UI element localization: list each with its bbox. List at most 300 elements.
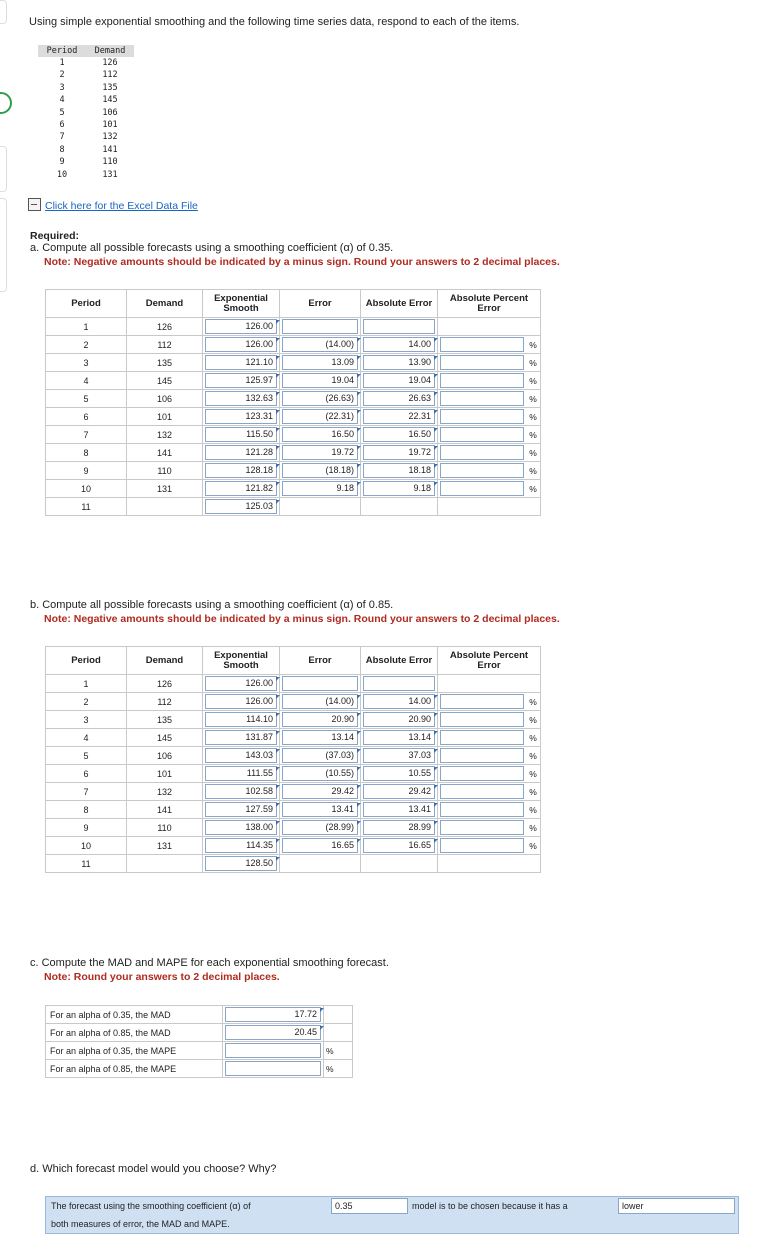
period-cell: 8 — [46, 801, 127, 819]
table-row — [46, 1024, 353, 1042]
period-cell: 5 — [46, 747, 127, 765]
demand-cell: 101 — [127, 765, 203, 783]
demand-cell: 132 — [127, 426, 203, 444]
absolute-error-input — [363, 856, 435, 871]
absolute-error-cell — [361, 336, 438, 354]
absolute-error-cell — [361, 498, 438, 516]
smooth-cell — [203, 675, 280, 693]
error-cell — [280, 711, 361, 729]
error-input[interactable]: (14.00) — [282, 337, 358, 352]
period-cell: 7 — [46, 426, 127, 444]
period-cell: 3 — [46, 354, 127, 372]
error-input[interactable]: (18.18) — [282, 463, 358, 478]
smooth-input[interactable]: 132.63 — [205, 391, 277, 406]
smooth-input[interactable]: 126.00 — [205, 319, 277, 334]
period-cell: 9 — [59, 157, 65, 168]
absolute-percent-error-cell — [438, 693, 541, 711]
smooth-input[interactable]: 138.00 — [205, 820, 277, 835]
error-input[interactable]: 16.50 — [282, 427, 358, 442]
absolute-percent-error-cell — [438, 444, 541, 462]
absolute-percent-error-cell — [438, 747, 541, 765]
table-row — [46, 390, 541, 408]
column-header-absolute-percent-error: Absolute Percent Error — [438, 290, 541, 318]
absolute-percent-error-input[interactable] — [440, 694, 524, 709]
measure-value-input[interactable] — [225, 1043, 321, 1058]
intro-text: Using simple exponential smoothing and the following time series data, respond to each of the items. — [29, 16, 520, 28]
error-cell — [280, 480, 361, 498]
demand-cell: 132 — [127, 783, 203, 801]
absolute-percent-error-cell — [438, 675, 541, 693]
percent-sign: % — [529, 804, 537, 815]
smooth-cell — [203, 783, 280, 801]
smooth-cell — [203, 354, 280, 372]
part-a-question: a. Compute all possible forecasts using a smoothing coefficient (α) of 0.35. — [30, 242, 394, 254]
demand-cell: 131 — [102, 169, 118, 180]
demand-cell: 145 — [127, 372, 203, 390]
error-cell — [280, 498, 361, 516]
percent-sign: % — [529, 393, 537, 404]
period-cell: 1 — [59, 58, 65, 68]
measure-label: For an alpha of 0.85, the MAD — [46, 1024, 223, 1042]
error-input[interactable]: 20.90 — [282, 712, 358, 727]
excel-data-link[interactable] — [28, 198, 198, 212]
absolute-percent-error-cell — [438, 390, 541, 408]
absolute-percent-error-input — [440, 319, 538, 334]
smooth-cell — [203, 747, 280, 765]
smooth-cell — [203, 336, 280, 354]
demand-cell: 135 — [127, 711, 203, 729]
absolute-percent-error-input — [440, 856, 538, 871]
absolute-percent-error-input[interactable] — [440, 391, 524, 406]
smooth-input[interactable]: 123.31 — [205, 409, 277, 424]
table-row — [46, 318, 541, 336]
absolute-percent-error-input[interactable] — [440, 748, 524, 763]
absolute-error-input[interactable]: 19.04 — [363, 373, 435, 388]
demand-cell: 126 — [127, 318, 203, 336]
percent-sign: % — [529, 447, 537, 458]
period-cell: 10 — [46, 837, 127, 855]
absolute-error-cell — [361, 729, 438, 747]
period-cell: 6 — [46, 408, 127, 426]
table-row — [38, 107, 134, 119]
percent-sign: % — [529, 429, 537, 440]
error-input[interactable]: 13.09 — [282, 355, 358, 370]
absolute-error-cell — [361, 480, 438, 498]
demand-cell: 101 — [127, 408, 203, 426]
error-input[interactable] — [282, 676, 358, 691]
percent-sign: % — [529, 465, 537, 476]
smooth-input[interactable]: 126.00 — [205, 337, 277, 352]
measure-label: For an alpha of 0.85, the MAPE — [46, 1060, 223, 1078]
error-cell — [280, 372, 361, 390]
error-input[interactable]: (22.31) — [282, 409, 358, 424]
period-cell: 4 — [46, 372, 127, 390]
absolute-error-input[interactable]: 19.72 — [363, 445, 435, 460]
error-input[interactable]: 29.42 — [282, 784, 358, 799]
absolute-percent-error-cell — [438, 480, 541, 498]
measure-value-input[interactable]: 17.72 — [225, 1007, 321, 1022]
absolute-percent-error-cell — [438, 462, 541, 480]
period-cell: 1 — [46, 318, 127, 336]
smooth-input[interactable]: 128.18 — [205, 463, 277, 478]
absolute-percent-error-cell — [438, 729, 541, 747]
table-row — [46, 801, 541, 819]
period-cell: 5 — [59, 107, 65, 118]
absolute-percent-error-input[interactable] — [440, 445, 524, 460]
absolute-percent-error-input[interactable] — [440, 730, 524, 745]
smooth-cell — [203, 729, 280, 747]
absolute-error-input[interactable] — [363, 319, 435, 334]
absolute-error-input[interactable]: 13.90 — [363, 355, 435, 370]
period-cell: 2 — [59, 70, 65, 81]
smooth-cell — [203, 765, 280, 783]
error-cell — [280, 462, 361, 480]
absolute-error-input[interactable]: 22.31 — [363, 409, 435, 424]
smooth-cell — [203, 444, 280, 462]
column-header-demand: Demand — [127, 647, 203, 675]
measure-value-cell — [223, 1060, 324, 1078]
demand-cell: 101 — [102, 120, 118, 131]
error-input[interactable] — [282, 319, 358, 334]
percent-sign: % — [529, 483, 537, 494]
absolute-error-input[interactable]: 14.00 — [363, 337, 435, 352]
percent-sign: % — [529, 411, 537, 422]
period-cell: 10 — [46, 480, 127, 498]
table-row — [46, 783, 541, 801]
alpha-select[interactable] — [331, 1198, 408, 1214]
table-row — [46, 855, 541, 873]
error-input — [282, 856, 358, 871]
smooth-cell — [203, 819, 280, 837]
measure-value-cell — [223, 1006, 324, 1024]
table-row — [46, 693, 541, 711]
column-header-error: Error — [280, 290, 361, 318]
absolute-percent-error-input[interactable] — [440, 820, 524, 835]
error-cell — [280, 819, 361, 837]
absolute-error-cell — [361, 711, 438, 729]
part-a-table — [45, 289, 541, 516]
demand-cell: 112 — [127, 693, 203, 711]
absolute-error-cell — [361, 426, 438, 444]
demand-cell: 141 — [127, 801, 203, 819]
part-d-text-1: The forecast using the smoothing coefficient (α) of — [51, 1201, 251, 1211]
absolute-error-cell — [361, 372, 438, 390]
absolute-error-cell — [361, 444, 438, 462]
period-cell: 10 — [56, 169, 68, 180]
absolute-error-cell — [361, 390, 438, 408]
smooth-input[interactable]: 125.03 — [205, 499, 277, 514]
table-row — [46, 498, 541, 516]
smooth-input[interactable]: 121.10 — [205, 355, 277, 370]
absolute-percent-error-input[interactable] — [440, 409, 524, 424]
error-input[interactable]: 9.18 — [282, 481, 358, 496]
error-input[interactable]: 19.72 — [282, 445, 358, 460]
error-cell — [280, 693, 361, 711]
left-edge-tab — [0, 146, 7, 192]
smooth-input[interactable]: 114.10 — [205, 712, 277, 727]
absolute-percent-error-cell — [438, 783, 541, 801]
part-b-note: Note: Negative amounts should be indicated by a minus sign. Round your answers to 2 decimal places. — [44, 613, 560, 625]
error-input[interactable]: (26.63) — [282, 391, 358, 406]
smooth-cell — [203, 462, 280, 480]
comparison-select[interactable] — [618, 1198, 735, 1214]
part-c-table — [45, 1005, 353, 1078]
demand-cell — [127, 498, 203, 516]
demand-cell: 112 — [102, 70, 118, 81]
period-cell: 4 — [46, 729, 127, 747]
table-row — [46, 444, 541, 462]
table-row — [46, 711, 541, 729]
error-input[interactable]: (28.99) — [282, 820, 358, 835]
percent-sign: % — [529, 357, 537, 368]
table-row — [46, 1042, 353, 1060]
demand-cell: 141 — [102, 144, 118, 155]
error-input[interactable]: (37.03) — [282, 748, 358, 763]
part-a-note: Note: Negative amounts should be indicated by a minus sign. Round your answers to 2 decimal places. — [44, 256, 560, 268]
absolute-percent-error-input[interactable] — [440, 373, 524, 388]
error-input[interactable]: 19.04 — [282, 373, 358, 388]
period-cell: 4 — [59, 95, 65, 106]
absolute-percent-error-cell — [438, 354, 541, 372]
table-row — [38, 131, 134, 143]
table-row — [46, 765, 541, 783]
alpha-select-value: 0.35 — [335, 1201, 353, 1211]
demand-cell: 145 — [102, 95, 118, 106]
percent-sign: % — [529, 714, 537, 725]
smooth-input[interactable]: 114.35 — [205, 838, 277, 853]
absolute-error-input[interactable]: 16.65 — [363, 838, 435, 853]
measure-value-input[interactable]: 20.45 — [225, 1025, 321, 1040]
absolute-error-cell — [361, 675, 438, 693]
error-cell — [280, 336, 361, 354]
absolute-percent-error-cell — [438, 408, 541, 426]
table-row — [46, 747, 541, 765]
error-input[interactable]: 13.14 — [282, 730, 358, 745]
absolute-error-cell — [361, 462, 438, 480]
error-cell — [280, 318, 361, 336]
smooth-cell — [203, 693, 280, 711]
smooth-input[interactable]: 131.87 — [205, 730, 277, 745]
table-row — [38, 57, 134, 69]
absolute-percent-error-input[interactable] — [440, 463, 524, 478]
file-icon — [28, 198, 41, 211]
absolute-error-cell — [361, 747, 438, 765]
period-cell: 8 — [59, 144, 65, 155]
smooth-cell — [203, 408, 280, 426]
demand-cell: 141 — [127, 444, 203, 462]
column-header-exponential-smooth: Exponential Smooth — [203, 290, 280, 318]
period-cell: 6 — [46, 765, 127, 783]
absolute-error-input[interactable]: 14.00 — [363, 694, 435, 709]
absolute-error-input[interactable]: 10.55 — [363, 766, 435, 781]
absolute-percent-error-cell — [438, 855, 541, 873]
error-input[interactable]: (10.55) — [282, 766, 358, 781]
absolute-percent-error-input[interactable] — [440, 481, 524, 496]
table-row — [46, 819, 541, 837]
smooth-cell — [203, 711, 280, 729]
part-d-answer-box — [45, 1196, 739, 1234]
error-cell — [280, 675, 361, 693]
part-d-text-2: model is to be chosen because it has a — [412, 1201, 568, 1211]
error-input[interactable]: 16.65 — [282, 838, 358, 853]
period-cell: 7 — [59, 132, 65, 143]
error-input[interactable]: (14.00) — [282, 694, 358, 709]
part-c-question: c. Compute the MAD and MAPE for each exponential smoothing forecast. — [30, 957, 389, 969]
demand-cell: 110 — [102, 157, 118, 168]
excel-link-label: Click here for the Excel Data File — [45, 200, 198, 212]
period-cell: 3 — [59, 82, 65, 93]
smooth-input[interactable]: 111.55 — [205, 766, 277, 781]
column-header-demand: Demand — [127, 290, 203, 318]
part-d-text-3: both measures of error, the MAD and MAPE. — [51, 1219, 230, 1229]
demand-cell: 135 — [127, 354, 203, 372]
absolute-percent-error-cell — [438, 837, 541, 855]
percent-sign: % — [529, 375, 537, 386]
part-c-note: Note: Round your answers to 2 decimal places. — [44, 971, 280, 983]
absolute-percent-error-input[interactable] — [440, 766, 524, 781]
table-row — [38, 156, 134, 168]
table-row — [46, 372, 541, 390]
demand-cell: 131 — [127, 837, 203, 855]
absolute-error-input[interactable]: 20.90 — [363, 712, 435, 727]
period-cell: 2 — [46, 693, 127, 711]
absolute-error-input[interactable]: 13.41 — [363, 802, 435, 817]
smooth-cell — [203, 498, 280, 516]
column-header-period: Period — [38, 45, 86, 57]
smooth-input[interactable]: 126.00 — [205, 694, 277, 709]
smooth-cell — [203, 480, 280, 498]
column-header-demand: Demand — [86, 45, 134, 57]
question-status-icon — [0, 92, 12, 114]
percent-sign: % — [529, 768, 537, 779]
smooth-input[interactable]: 128.50 — [205, 856, 277, 871]
period-cell: 5 — [46, 390, 127, 408]
left-edge-tab — [0, 0, 7, 24]
measure-value-input[interactable] — [225, 1061, 321, 1076]
demand-cell: 106 — [127, 390, 203, 408]
column-header-absolute-error: Absolute Error — [361, 290, 438, 318]
absolute-error-input — [363, 499, 435, 514]
absolute-percent-error-input[interactable] — [440, 784, 524, 799]
absolute-error-input[interactable]: 26.63 — [363, 391, 435, 406]
absolute-error-cell — [361, 765, 438, 783]
table-row — [38, 119, 134, 131]
smooth-cell — [203, 426, 280, 444]
table-row — [46, 426, 541, 444]
percent-sign: % — [529, 822, 537, 833]
absolute-error-cell — [361, 354, 438, 372]
column-header-absolute-error: Absolute Error — [361, 647, 438, 675]
absolute-error-input[interactable]: 28.99 — [363, 820, 435, 835]
table-row — [46, 729, 541, 747]
absolute-percent-error-input[interactable] — [440, 838, 524, 853]
absolute-percent-error-input[interactable] — [440, 427, 524, 442]
absolute-percent-error-input[interactable] — [440, 802, 524, 817]
absolute-percent-error-cell — [438, 372, 541, 390]
left-edge-tab — [0, 198, 7, 292]
absolute-percent-error-input[interactable] — [440, 355, 524, 370]
smooth-input[interactable]: 143.03 — [205, 748, 277, 763]
absolute-percent-error-input — [440, 499, 538, 514]
percent-sign: % — [529, 732, 537, 743]
smooth-cell — [203, 318, 280, 336]
percent-sign: % — [326, 1045, 334, 1056]
demand-cell: 106 — [102, 107, 118, 118]
absolute-error-input[interactable]: 18.18 — [363, 463, 435, 478]
smooth-input[interactable]: 127.59 — [205, 802, 277, 817]
smooth-input[interactable]: 115.50 — [205, 427, 277, 442]
smooth-input[interactable]: 121.82 — [205, 481, 277, 496]
period-cell: 9 — [46, 462, 127, 480]
error-cell — [280, 747, 361, 765]
absolute-percent-error-input[interactable] — [440, 712, 524, 727]
absolute-percent-error-cell — [438, 498, 541, 516]
error-cell — [280, 408, 361, 426]
absolute-error-cell — [361, 783, 438, 801]
absolute-percent-error-cell — [438, 819, 541, 837]
smooth-input[interactable]: 126.00 — [205, 676, 277, 691]
demand-cell: 132 — [102, 132, 118, 143]
table-row — [38, 169, 134, 181]
error-cell — [280, 855, 361, 873]
measure-label: For an alpha of 0.35, the MAD — [46, 1006, 223, 1024]
absolute-error-cell — [361, 819, 438, 837]
percent-sign: % — [529, 786, 537, 797]
smooth-input[interactable]: 121.28 — [205, 445, 277, 460]
measure-unit-cell — [324, 1006, 353, 1024]
table-row — [46, 408, 541, 426]
smooth-cell — [203, 837, 280, 855]
absolute-error-input[interactable]: 9.18 — [363, 481, 435, 496]
absolute-error-input[interactable]: 37.03 — [363, 748, 435, 763]
smooth-input[interactable]: 125.97 — [205, 373, 277, 388]
error-input[interactable]: 13.41 — [282, 802, 358, 817]
absolute-percent-error-cell — [438, 318, 541, 336]
absolute-error-cell — [361, 801, 438, 819]
comparison-select-value: lower — [622, 1201, 644, 1211]
error-cell — [280, 354, 361, 372]
percent-sign: % — [529, 840, 537, 851]
absolute-percent-error-cell — [438, 711, 541, 729]
error-input — [282, 499, 358, 514]
column-header-period: Period — [46, 290, 127, 318]
error-cell — [280, 837, 361, 855]
smooth-input[interactable]: 102.58 — [205, 784, 277, 799]
period-cell: 1 — [46, 675, 127, 693]
absolute-error-input[interactable]: 29.42 — [363, 784, 435, 799]
absolute-error-cell — [361, 318, 438, 336]
table-row — [38, 82, 134, 94]
absolute-error-cell — [361, 693, 438, 711]
percent-sign: % — [529, 696, 537, 707]
absolute-percent-error-input[interactable] — [440, 337, 524, 352]
table-row — [46, 354, 541, 372]
table-row — [46, 336, 541, 354]
smooth-cell — [203, 390, 280, 408]
period-cell: 11 — [46, 855, 127, 873]
period-cell: 3 — [46, 711, 127, 729]
demand-cell: 112 — [127, 336, 203, 354]
absolute-error-input[interactable]: 13.14 — [363, 730, 435, 745]
column-header-period: Period — [46, 647, 127, 675]
absolute-error-input[interactable] — [363, 676, 435, 691]
period-cell: 8 — [46, 444, 127, 462]
table-row — [38, 144, 134, 156]
absolute-error-input[interactable]: 16.50 — [363, 427, 435, 442]
table-row — [46, 1060, 353, 1078]
absolute-percent-error-cell — [438, 801, 541, 819]
absolute-error-cell — [361, 408, 438, 426]
